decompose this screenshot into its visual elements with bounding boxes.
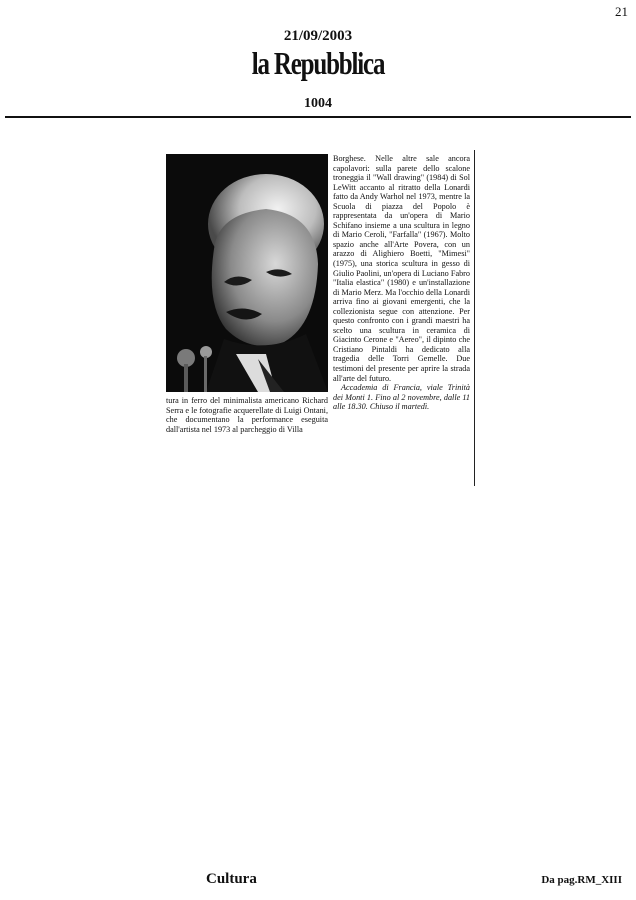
publication-masthead: la Repubblica [251, 45, 385, 81]
article-text-column [333, 154, 470, 412]
portrait-illustration [166, 154, 328, 392]
clipping-code: 1004 [304, 96, 332, 111]
page-number: 21 [615, 4, 628, 19]
article-paragraph: Borghese. Nelle altre sale ancora capolavori: sulla parete dello scalone troneggia il "Wall drawing" (1984) di Sol LeWitt accanto al ritratto della Lonardi fatto da Andy Warhol nel 1973, mentre la Scuola di piazza del Popolo è rappresentata da un'opera di Mario Schifano insieme a una scultura in legno di Mario Ceroli, "Farfalla" (1967). Molto spazio anche all'Arte Povera, con un arazzo di Alighiero Boetti, "Mimesi" (1975), una storica scultura in gesso di Giulio Paolini, un'opera di Luciano Fabro "Italia elastica" (1980) e un'installazione di Mario Merz. Ma l'occhio della Lonardi arriva fino ai giovani emergenti, che la collezionista segue con attenzione. Per questo confronto con i grandi maestri ha scelto una scultura in ceramica di Giacinto Cerone e "Aereo", il dipinto che Cristiano Pintaldi ha dedicato alla tragedia delle Torri Gemelle. Due testimoni del presente per aprire la strada all'arte del futuro. [333, 154, 470, 383]
header-rule [5, 116, 631, 118]
source-page-label: Da pag.RM_XIII [541, 874, 622, 886]
section-label: Cultura [206, 871, 257, 887]
clipping-date: 21/09/2003 [283, 28, 353, 44]
article-photo [166, 154, 328, 392]
exhibition-info: Accademia di Francia, viale Trinità dei Monti 1. Fino al 2 novembre, dalle 11 alle 18.30. Chiuso il martedì. [333, 383, 470, 412]
photo-caption-text: tura in ferro del minimalista americano Richard Serra e le fotografie acquerellate di Luigi Ontani, che documentano la performance eseguita dall'artista nel 1973 al parcheggio di Villa [166, 396, 328, 434]
column-rule [474, 150, 475, 486]
